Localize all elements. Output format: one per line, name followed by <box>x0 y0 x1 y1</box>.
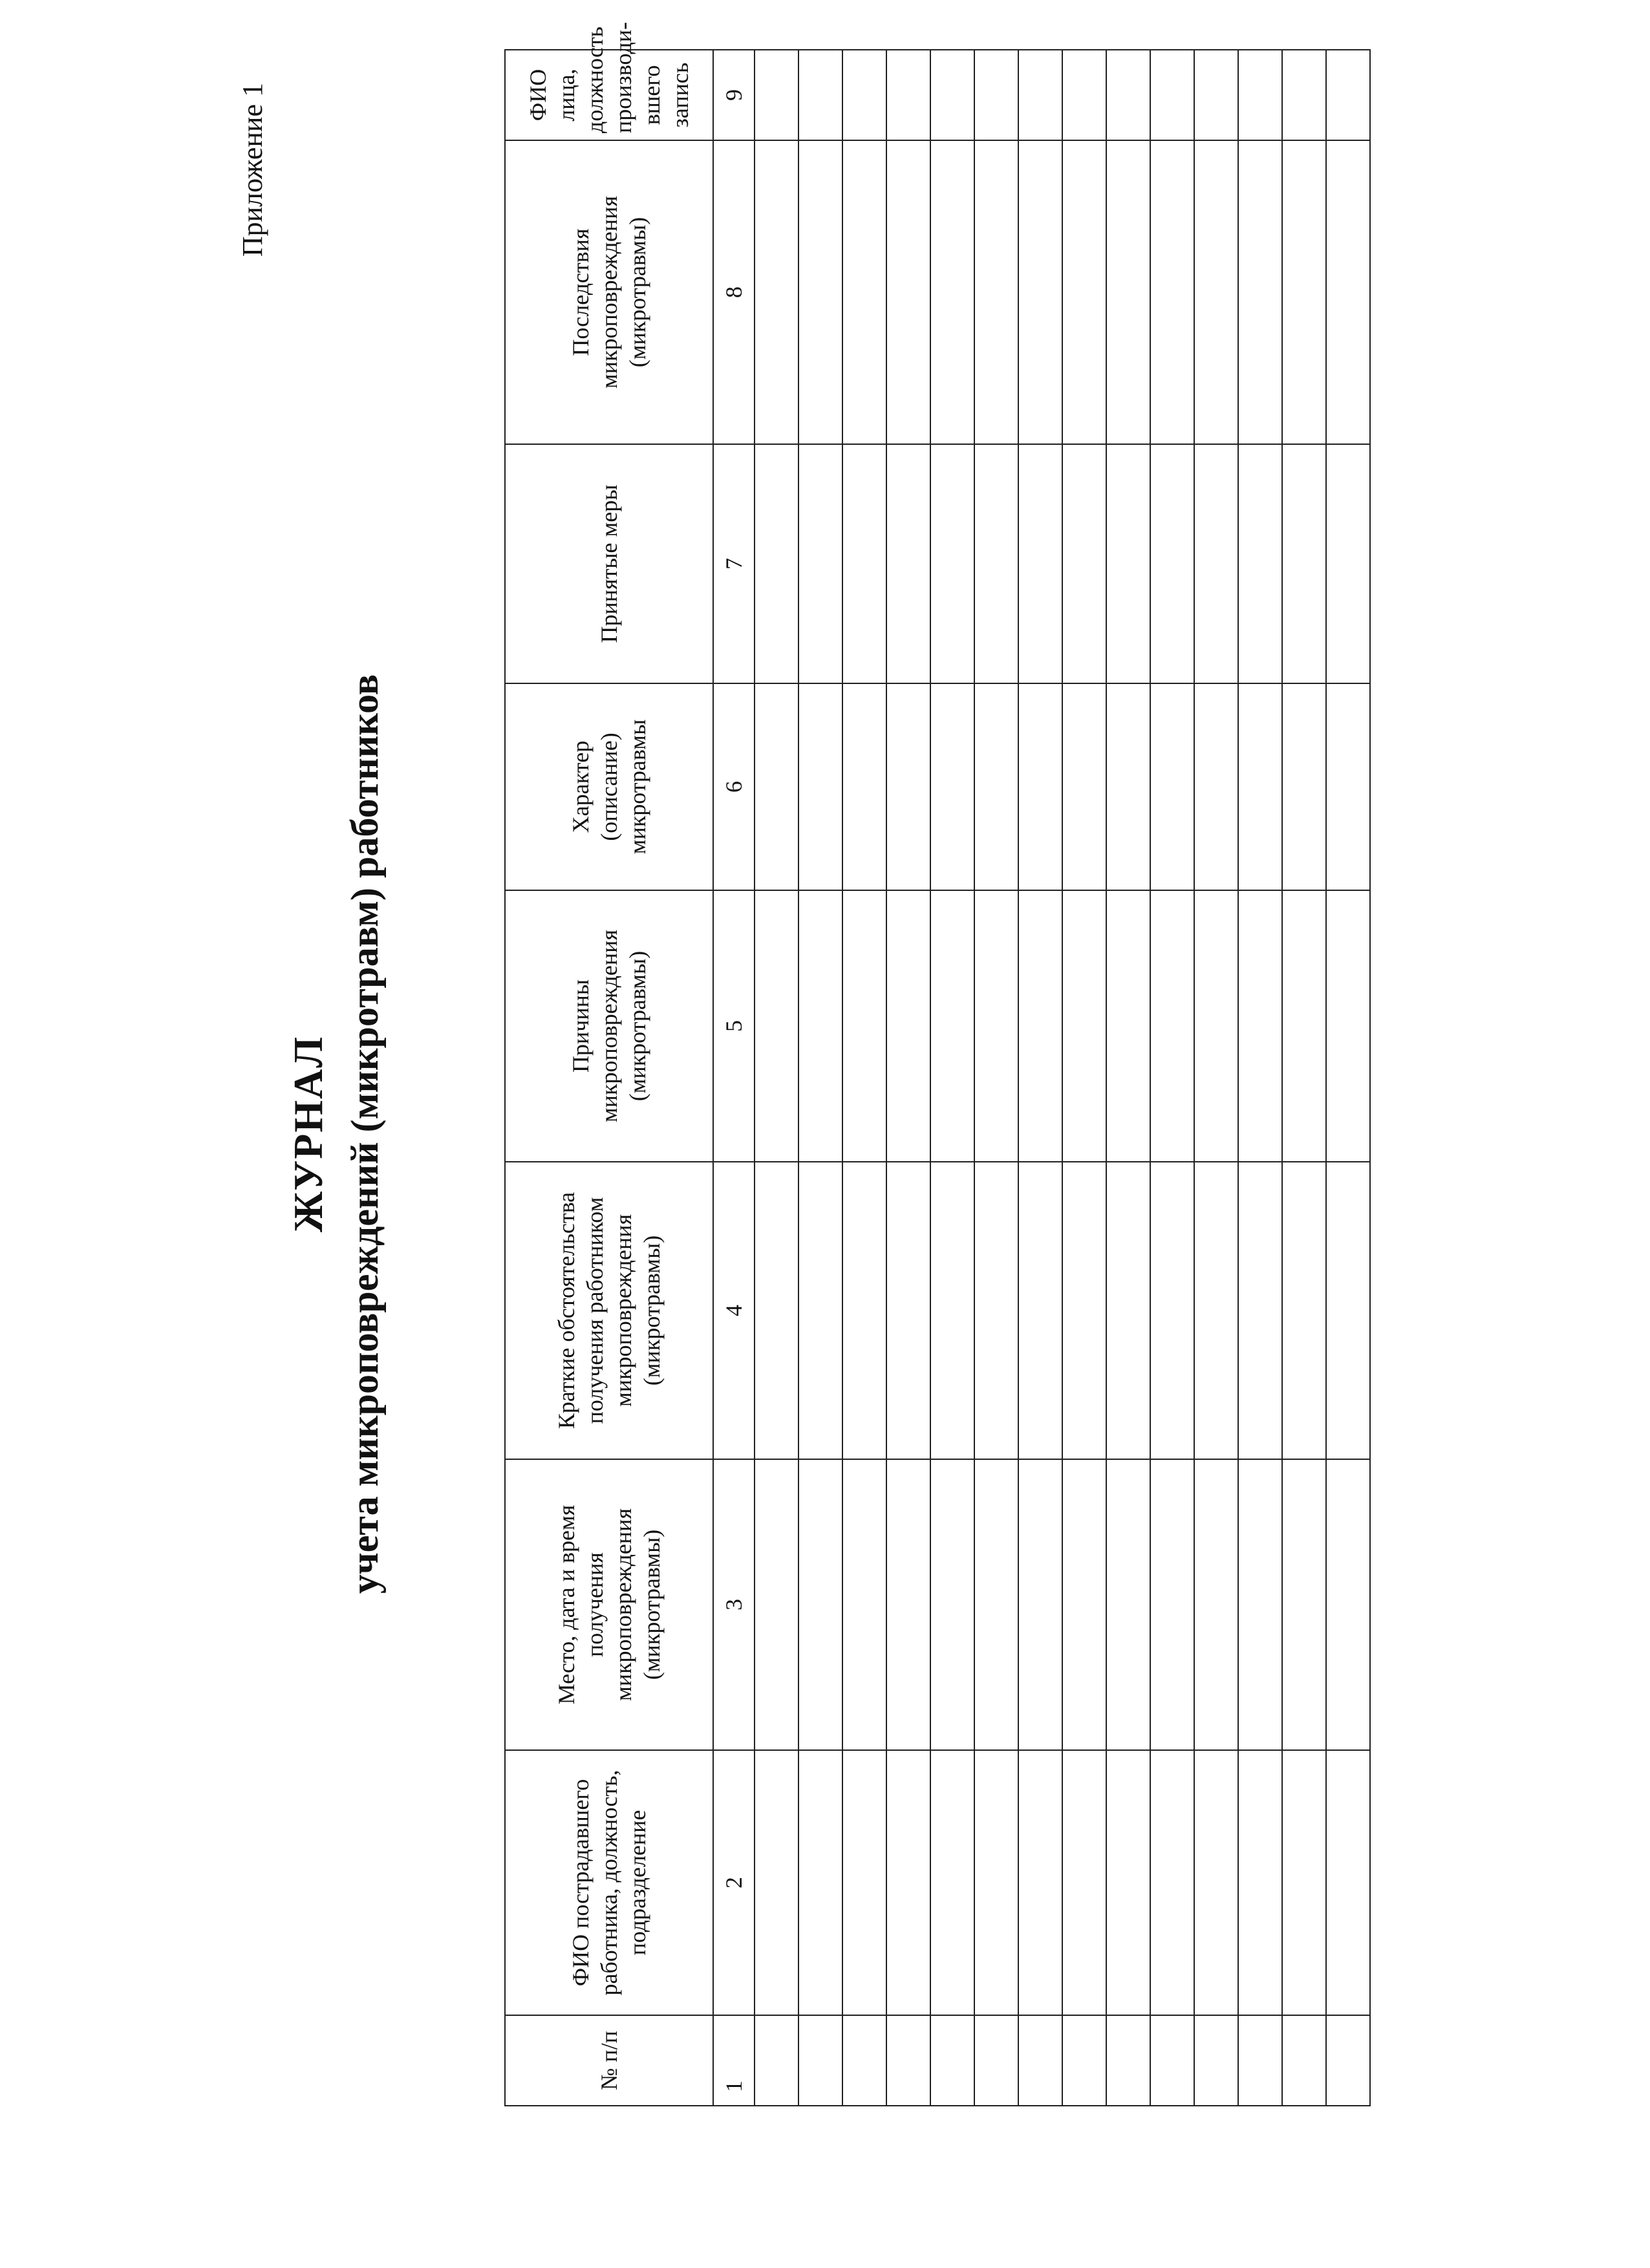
journal-table <box>504 21 1371 2106</box>
column-number: 8 <box>713 140 755 444</box>
table-cell <box>1062 444 1106 683</box>
table-cell <box>1194 683 1238 890</box>
table-cell <box>1238 890 1282 1162</box>
table-cell <box>930 140 974 444</box>
table-cell <box>842 1162 886 1459</box>
table-cell <box>798 1459 842 1750</box>
table-cell <box>1106 1459 1150 1750</box>
table-cell <box>886 50 930 140</box>
table-cell <box>1018 683 1062 890</box>
table-cell <box>886 1750 930 2015</box>
table-cell <box>974 140 1018 444</box>
table-cell <box>798 683 842 890</box>
table-cell <box>798 890 842 1162</box>
table-cell <box>1326 890 1370 1162</box>
table-cell <box>755 140 798 444</box>
table-row <box>974 50 1018 2106</box>
table-cell <box>755 444 798 683</box>
table-cell <box>930 1750 974 2015</box>
table-cell <box>1238 444 1282 683</box>
header-cell: Место, дата и время получения микроповреждения (микротравмы) <box>505 1459 713 1750</box>
table-cell <box>1106 1750 1150 2015</box>
table-cell <box>1150 140 1194 444</box>
table-cell <box>930 1459 974 1750</box>
table-cell <box>1282 683 1326 890</box>
table-cell <box>1282 890 1326 1162</box>
table-cell <box>930 1162 974 1459</box>
table-cell <box>1106 140 1150 444</box>
table-cell <box>886 140 930 444</box>
table-cell <box>1326 50 1370 140</box>
table-cell <box>974 50 1018 140</box>
column-number: 4 <box>713 1162 755 1459</box>
table-cell <box>1150 1750 1194 2015</box>
table-cell <box>1062 50 1106 140</box>
table-cell <box>1326 444 1370 683</box>
table-cell <box>886 444 930 683</box>
table-cell <box>1282 1750 1326 2015</box>
table-row <box>798 50 842 2106</box>
table-cell <box>1238 2015 1282 2106</box>
table-cell <box>755 1459 798 1750</box>
table-cell <box>1238 140 1282 444</box>
table-cell <box>930 444 974 683</box>
table-cell <box>974 1459 1018 1750</box>
column-number: 1 <box>713 2015 755 2106</box>
table-cell <box>1238 1162 1282 1459</box>
annex-label: Приложение 1 <box>237 83 268 257</box>
table-cell <box>1018 444 1062 683</box>
table-cell <box>1194 1162 1238 1459</box>
table-cell <box>886 1162 930 1459</box>
table-cell <box>755 890 798 1162</box>
table-cell <box>1238 1750 1282 2015</box>
table-row <box>1326 50 1370 2106</box>
table-cell <box>1238 50 1282 140</box>
table-cell <box>1018 1162 1062 1459</box>
table-cell <box>1062 2015 1106 2106</box>
table-cell <box>1238 683 1282 890</box>
table-cell <box>1282 2015 1326 2106</box>
table-cell <box>1150 683 1194 890</box>
table-cell <box>842 890 886 1162</box>
table-row <box>1106 50 1150 2106</box>
column-number: 6 <box>713 683 755 890</box>
table-cell <box>798 1750 842 2015</box>
table-cell <box>974 444 1018 683</box>
column-number: 2 <box>713 1750 755 2015</box>
table-cell <box>974 890 1018 1162</box>
table-cell <box>1326 140 1370 444</box>
table-cell <box>842 444 886 683</box>
table-cell <box>798 1162 842 1459</box>
table-row <box>1062 50 1106 2106</box>
table-cell <box>1282 1162 1326 1459</box>
table-cell <box>1018 50 1062 140</box>
table-cell <box>1106 50 1150 140</box>
table-cell <box>798 2015 842 2106</box>
table-row <box>1194 50 1238 2106</box>
table-cell <box>1282 1459 1326 1750</box>
table-cell <box>1018 890 1062 1162</box>
column-number: 9 <box>713 50 755 140</box>
table-cell <box>1062 1162 1106 1459</box>
header-row <box>505 50 713 2106</box>
header-cell: № п/п <box>505 2015 713 2106</box>
table-cell <box>1326 2015 1370 2106</box>
table-cell <box>842 1459 886 1750</box>
table-cell <box>755 1750 798 2015</box>
header-cell: Последствия микроповреждения (микротравмы) <box>505 140 713 444</box>
table-cell <box>1018 1459 1062 1750</box>
table-cell <box>842 683 886 890</box>
table-cell <box>1106 444 1150 683</box>
table-cell <box>1150 444 1194 683</box>
table-row <box>930 50 974 2106</box>
column-number-row <box>713 50 755 2106</box>
table-row <box>886 50 930 2106</box>
table-cell <box>974 2015 1018 2106</box>
table-cell <box>1150 50 1194 140</box>
table-cell <box>1106 2015 1150 2106</box>
table-cell <box>930 2015 974 2106</box>
table-cell <box>842 2015 886 2106</box>
column-number: 7 <box>713 444 755 683</box>
table-cell <box>886 1459 930 1750</box>
table-cell <box>842 140 886 444</box>
table-cell <box>974 1750 1018 2015</box>
header-cell: ФИО пострадавшего работника, должность, подразделение <box>505 1750 713 2015</box>
table-row <box>1238 50 1282 2106</box>
table-row <box>1282 50 1326 2106</box>
table-cell <box>1194 50 1238 140</box>
table-cell <box>1062 890 1106 1162</box>
table-cell <box>1150 1162 1194 1459</box>
table-cell <box>798 140 842 444</box>
column-number: 3 <box>713 1459 755 1750</box>
header-cell: Принятые меры <box>505 444 713 683</box>
table-cell <box>1150 1459 1194 1750</box>
table-cell <box>1062 683 1106 890</box>
table-cell <box>1018 1750 1062 2015</box>
table-cell <box>1238 1459 1282 1750</box>
table-cell <box>798 50 842 140</box>
table-cell <box>886 890 930 1162</box>
table-cell <box>1282 140 1326 444</box>
header-cell: ФИО лица, должность производи-вшего запись <box>505 50 713 140</box>
header-cell: Характер (описание) микротравмы <box>505 683 713 890</box>
table-cell <box>974 1162 1018 1459</box>
table-cell <box>1194 1750 1238 2015</box>
table-cell <box>1326 683 1370 890</box>
table-cell <box>930 890 974 1162</box>
table-cell <box>1326 1459 1370 1750</box>
header-cell: Причины микроповреждения (микротравмы) <box>505 890 713 1162</box>
table-cell <box>1326 1162 1370 1459</box>
table-cell <box>1106 683 1150 890</box>
table-cell <box>1194 2015 1238 2106</box>
table-cell <box>1194 444 1238 683</box>
table-cell <box>930 683 974 890</box>
table-row <box>1018 50 1062 2106</box>
document-title: ЖУРНАЛ <box>285 1035 331 1233</box>
table-cell <box>755 1162 798 1459</box>
table-cell <box>755 50 798 140</box>
table-cell <box>1150 2015 1194 2106</box>
column-number: 5 <box>713 890 755 1162</box>
table-row <box>842 50 886 2106</box>
table-cell <box>886 2015 930 2106</box>
table-cell <box>842 1750 886 2015</box>
table-cell <box>974 683 1018 890</box>
table-cell <box>842 50 886 140</box>
table-cell <box>1282 50 1326 140</box>
table-cell <box>1150 890 1194 1162</box>
table-cell <box>1282 444 1326 683</box>
table-cell <box>886 683 930 890</box>
table-cell <box>1194 140 1238 444</box>
table-cell <box>1194 1459 1238 1750</box>
table-cell <box>1018 2015 1062 2106</box>
table-cell <box>1106 890 1150 1162</box>
table-cell <box>930 50 974 140</box>
table-cell <box>1062 1750 1106 2015</box>
table-cell <box>1062 140 1106 444</box>
table-cell <box>1062 1459 1106 1750</box>
table-cell <box>798 444 842 683</box>
table-cell <box>755 2015 798 2106</box>
table-cell <box>1018 140 1062 444</box>
header-cell: Краткие обстоятельства получения работником микроповреждения (микротравмы) <box>505 1162 713 1459</box>
table-cell <box>755 683 798 890</box>
table-cell <box>1106 1162 1150 1459</box>
table-cell <box>1326 1750 1370 2015</box>
table-row <box>1150 50 1194 2106</box>
table-cell <box>1194 890 1238 1162</box>
table-row <box>755 50 798 2106</box>
document-subtitle: учета микроповреждений (микротравм) работников <box>343 674 386 1594</box>
